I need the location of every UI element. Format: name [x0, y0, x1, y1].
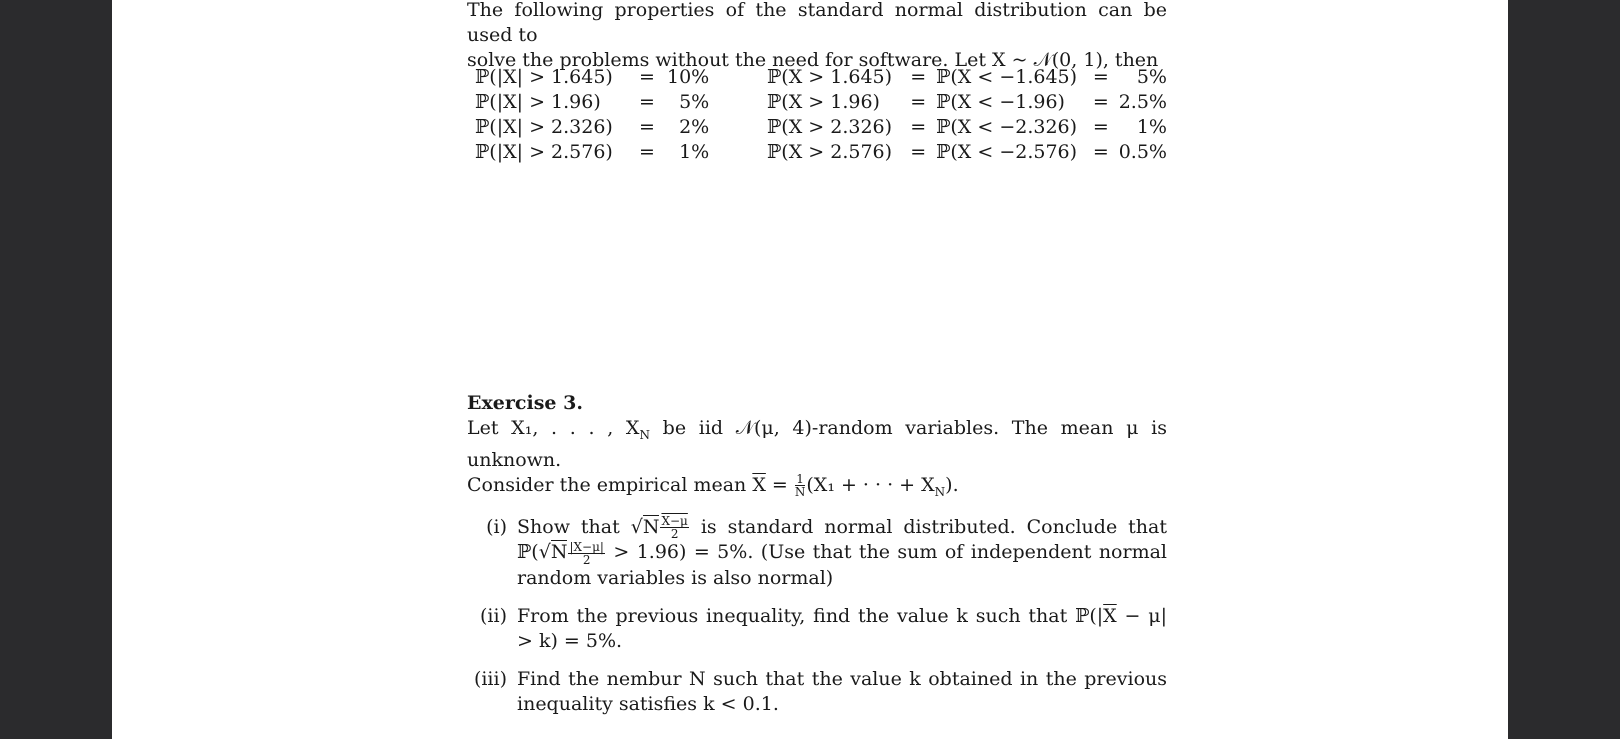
fraction: [660, 515, 688, 540]
table-cell: =: [639, 91, 655, 113]
table-cell: ℙ(X < −2.576): [936, 141, 1078, 163]
table-row: [767, 140, 1167, 165]
table-cell: 1%: [1136, 116, 1167, 138]
fraction-numerator: |X−μ|: [569, 539, 604, 554]
fraction-numerator: X−μ: [661, 514, 688, 529]
item-text: From the previous inequality, find the value k such that ℙ(|: [517, 604, 1104, 627]
item-text: > 1.96) = 5%. (Use that the sum of independent normal random variables is also normal): [517, 541, 1167, 589]
table-cell: =: [910, 91, 927, 113]
table-cell: =: [1092, 141, 1109, 163]
table-cell: =: [1092, 91, 1109, 113]
table-row: [475, 90, 709, 115]
table-cell: 1%: [679, 141, 710, 163]
sqrt-radicand: N: [550, 541, 568, 564]
fraction-numerator: 1: [796, 472, 804, 487]
intro-paragraph: [467, 0, 1167, 73]
exercise-statement-line-1: [467, 416, 1167, 473]
table-row: [767, 90, 1167, 115]
table-cell: 5%: [1136, 66, 1167, 88]
exercise-title: Exercise 3.: [467, 392, 583, 414]
item-text: − μ| > k) = 5%.: [517, 604, 1168, 652]
table-cell: ℙ(X < −1.645): [936, 66, 1078, 88]
table-cell: =: [639, 66, 655, 88]
exercise-text: =: [765, 473, 794, 496]
exercise-text: be iid 𝒩(μ, 4)-random variables. The mean μ is unknown.: [467, 417, 1167, 471]
fraction-denominator: 2: [670, 527, 679, 542]
xbar-symbol: $\overline{X}$: [1103, 604, 1117, 627]
table-cell: =: [1092, 66, 1109, 88]
intro-line-1: The following properties of the standard normal distribution can be used to: [467, 0, 1167, 46]
fraction-denominator: 2: [582, 552, 591, 567]
item-text: is standard normal distributed. Conclude that ℙ(√: [517, 515, 1167, 564]
sqrt-radicand: N: [642, 515, 660, 538]
fraction: [568, 541, 604, 566]
table-cell: ℙ(|X| > 1.96): [475, 91, 601, 113]
item-text: Find the nembur N such that the value k obtained in the previous inequality satisfies k < 0.1.: [517, 667, 1167, 715]
table-cell: ℙ(X < −2.326): [936, 116, 1078, 138]
document-page: [112, 0, 1508, 739]
exercise-text: Let X₁, . . . , X: [467, 417, 640, 439]
table-cell: 0.5%: [1118, 141, 1167, 163]
item-label: (ii): [480, 604, 507, 627]
table-cell: ℙ(X > 1.96): [767, 91, 880, 113]
exercise-text: ).: [945, 473, 959, 496]
table-row: [767, 65, 1167, 90]
list-item: [467, 515, 1167, 591]
exercise-text: (X₁ + · · · + X: [806, 473, 935, 496]
table-cell: ℙ(|X| > 1.645): [475, 66, 613, 88]
exercise-section: [467, 391, 1167, 730]
table-cell: ℙ(X > 1.645): [767, 66, 893, 88]
item-label: (iii): [473, 667, 507, 690]
table-cell: =: [1092, 116, 1109, 138]
xbar-symbol: $\overline{X}$: [752, 473, 766, 496]
table-cell: =: [910, 141, 927, 163]
list-item: [467, 667, 1167, 717]
item-text: Show that √: [517, 515, 643, 538]
exercise-items: [467, 515, 1167, 717]
exercise-text: Consider the empirical mean: [467, 473, 753, 496]
fraction-denominator: N: [794, 485, 806, 500]
table-cell: ℙ(|X| > 2.576): [475, 141, 613, 163]
table-cell: 2.5%: [1118, 91, 1167, 113]
table-cell: ℙ(X > 2.576): [767, 141, 893, 163]
table-cell: 10%: [667, 66, 710, 88]
list-item: [467, 604, 1167, 654]
intro-line-2: solve the problems without the need for software. Let X ~ 𝒩(0, 1), then: [467, 49, 1159, 71]
subscript: N: [934, 484, 946, 499]
table-cell: =: [639, 116, 655, 138]
table-row: [475, 115, 709, 140]
exercise-statement-line-2: [467, 473, 1167, 505]
table-cell: ℙ(X > 2.326): [767, 116, 893, 138]
subscript: N: [639, 427, 650, 442]
two-sided-probability-table: [475, 65, 709, 165]
table-cell: ℙ(|X| > 2.326): [475, 116, 613, 138]
table-cell: =: [639, 141, 655, 163]
item-label: (i): [486, 515, 507, 538]
table-cell: 5%: [679, 91, 710, 113]
table-cell: ℙ(X < −1.96): [936, 91, 1065, 113]
table-cell: =: [910, 116, 927, 138]
table-row: [475, 140, 709, 165]
table-cell: =: [910, 66, 927, 88]
table-row: [767, 115, 1167, 140]
table-cell: 2%: [679, 116, 710, 138]
table-row: [475, 65, 709, 90]
one-sided-probability-table: [767, 65, 1167, 165]
fraction: [795, 473, 806, 498]
